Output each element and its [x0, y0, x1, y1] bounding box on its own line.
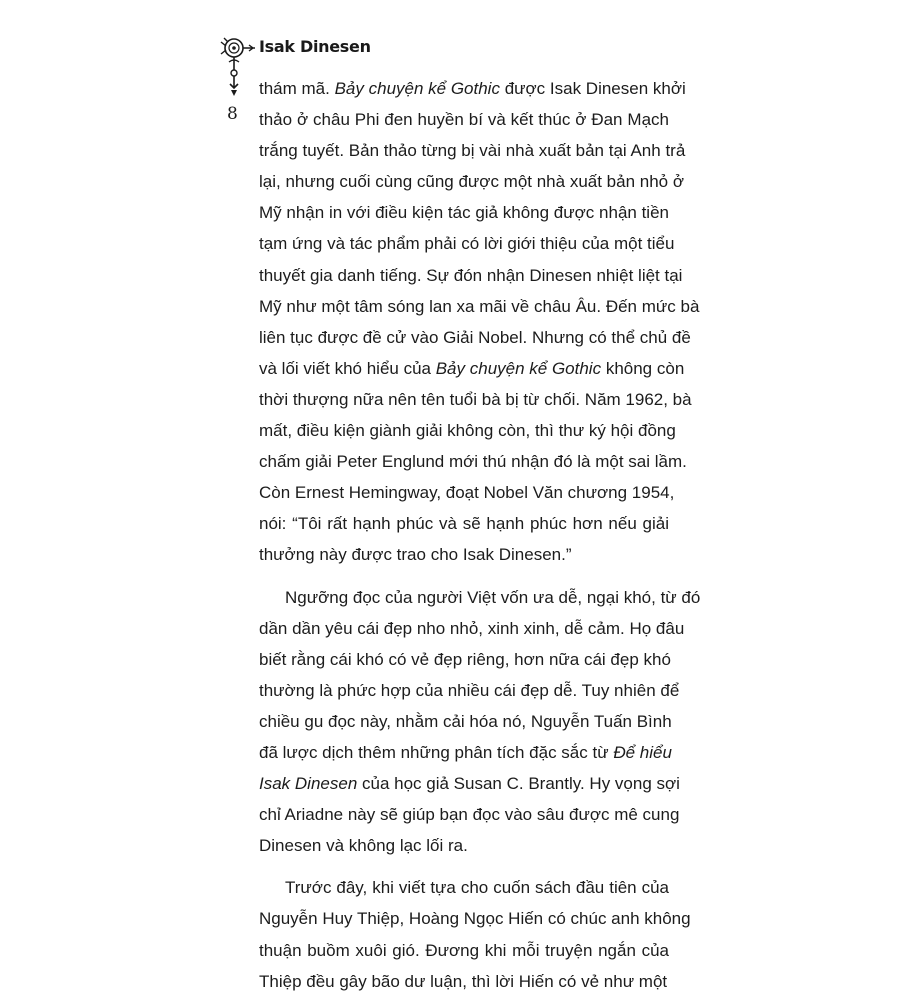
text-run: được Isak Dinesen khởi [499, 79, 686, 98]
running-head: Isak Dinesen [259, 37, 371, 56]
page-number: 8 [227, 104, 238, 124]
text-run: dần dần yêu cái đẹp nho nhỏ, xinh xinh, dễ cảm. Họ đâu [259, 618, 685, 638]
text-line [259, 903, 691, 934]
text-line [259, 477, 675, 508]
text-run: Thiệp đều gây bão dư luận, thì lời Hiến có vẻ như một [259, 971, 668, 991]
text-line [259, 644, 669, 675]
text-line [259, 353, 685, 384]
text-run: thưởng này được trao cho Isak Dinesen.” [259, 545, 572, 565]
text-run: thời thượng nữa nên tên tuổi bà bị từ chối. Năm 1962, bà [259, 389, 692, 409]
text-line [259, 768, 680, 799]
italic-title: Để hiểu [613, 742, 672, 762]
text-run: của học giả Susan C. Brantly. Hy vọng sợi [357, 774, 680, 794]
text-line [259, 228, 675, 259]
paragraph [259, 582, 701, 862]
text-line [259, 582, 701, 613]
body-text [259, 73, 701, 997]
paragraph [259, 872, 691, 996]
text-run: thuyết gia danh tiếng. Sự đón nhận Dinesen nhiệt liệt tại [259, 265, 683, 285]
paragraph-gap [259, 861, 669, 872]
text-line [259, 291, 700, 322]
text-run: thuận buồm xuôi gió. Đương khi mỗi truyện ngắn của [259, 940, 669, 960]
text-run: lại, nhưng cuối cùng cũng được một nhà xuất bản nhỏ ở [259, 172, 684, 192]
text-run: Mỹ nhận in với điều kiện tác giả không được nhận tiền [259, 203, 669, 223]
text-run: thám mã. [259, 79, 335, 98]
text-line [259, 799, 680, 830]
text-line [259, 675, 680, 706]
text-run: tạm ứng và tác phẩm phải có lời giới thiệu của một tiểu [259, 234, 675, 254]
text-run: trắng tuyết. Bản thảo từng bị vài nhà xuất bản tại Anh trả [259, 141, 686, 161]
text-line [259, 384, 692, 415]
text-run: thường là phức hợp của nhiều cái đẹp dễ. Tuy nhiên để [259, 680, 680, 700]
paragraph-gap [259, 571, 669, 582]
text-line [259, 446, 687, 477]
text-run: Còn Ernest Hemingway, đoạt Nobel Văn chương 1954, [259, 483, 675, 503]
text-run: thảo ở châu Phi đen huyền bí và kết thúc ở Đan Mạch [259, 110, 669, 130]
text-line [259, 415, 676, 446]
text-line [259, 260, 683, 291]
text-line [259, 197, 669, 228]
text-run: không còn [601, 358, 685, 378]
italic-title: Bảy chuyện kể Gothic [435, 358, 602, 378]
text-line [259, 135, 686, 166]
text-line [259, 508, 669, 539]
flourish-ornament-icon [220, 34, 256, 98]
text-run: biết rằng cái khó có vẻ đẹp riêng, hơn nữa cái đẹp khó [259, 649, 671, 669]
text-line [259, 872, 669, 903]
italic-title: Bảy chuyện kể Gothic [334, 79, 500, 98]
text-run: chấm giải Peter Englund mới thú nhận đó là một sai lầm. [259, 452, 687, 472]
text-run: Ngưỡng đọc của người Việt vốn ưa dễ, ngại khó, từ đó [285, 587, 701, 607]
italic-title: Isak Dinesen [259, 774, 358, 794]
text-run: Mỹ như một tâm sóng lan xa mãi về châu Âu. Đến mức bà [259, 296, 700, 316]
text-line [259, 830, 669, 861]
text-line [259, 935, 669, 966]
text-line [259, 737, 672, 768]
text-run: và lối viết khó hiểu của [259, 358, 436, 378]
text-line [259, 166, 684, 197]
text-line [259, 539, 669, 570]
text-line [259, 104, 669, 135]
text-run: chiều gu đọc này, nhằm cải hóa nó, Nguyễn Tuấn Bình [259, 711, 672, 731]
text-run: Trước đây, khi viết tựa cho cuốn sách đầu tiên của [285, 878, 669, 898]
text-line [259, 706, 672, 737]
text-run: đã lược dịch thêm những phân tích đặc sắc từ [259, 742, 614, 762]
text-run: Nguyễn Huy Thiệp, Hoàng Ngọc Hiến có chúc anh không [259, 909, 691, 929]
text-run: mất, điều kiện giành giải không còn, thì thư ký hội đồng [259, 421, 676, 441]
text-line [259, 73, 686, 104]
text-run: nói: “Tôi rất hạnh phúc và sẽ hạnh phúc hơn nếu giải [259, 514, 669, 534]
text-line [259, 322, 691, 353]
text-line [259, 613, 685, 644]
text-run: Dinesen và không lạc lối ra. [259, 836, 468, 856]
text-run: chỉ Ariadne này sẽ giúp bạn đọc vào sâu được mê cung [259, 805, 680, 825]
paragraph [259, 73, 700, 571]
text-line [259, 966, 669, 997]
text-run: liên tục được đề cử vào Giải Nobel. Nhưng có thể chủ đề [259, 327, 691, 347]
